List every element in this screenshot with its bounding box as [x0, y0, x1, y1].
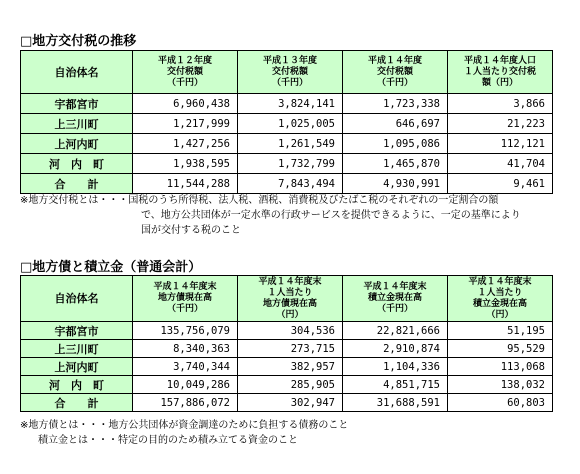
table-cell: 7,843,494 — [238, 174, 343, 194]
table-cell: 273,715 — [238, 340, 343, 358]
table-cell: 157,886,072 — [133, 394, 238, 412]
table-total-row — [21, 394, 553, 412]
table-row — [21, 134, 553, 154]
table-cell: 1,104,336 — [343, 358, 448, 376]
table-cell: 285,905 — [238, 376, 343, 394]
table-cell: 302,947 — [238, 394, 343, 412]
local-debt-reserve-table — [20, 275, 553, 412]
table-cell: 22,821,666 — [343, 322, 448, 340]
row-label: 宇都宮市 — [21, 322, 133, 340]
table-cell: 1,427,256 — [133, 134, 238, 154]
table-cell: 2,910,874 — [343, 340, 448, 358]
note-line: 積立金とは・・・特定の目的のため積み立てる資金のこと — [38, 435, 298, 446]
table-cell: 1,025,005 — [238, 114, 343, 134]
table-cell: 112,121 — [448, 134, 553, 154]
table-cell: 138,032 — [448, 376, 553, 394]
table-header-row — [21, 51, 553, 94]
row-label: 上河内町 — [21, 358, 133, 376]
table-total-row — [21, 174, 553, 194]
table-cell: 3,866 — [448, 94, 553, 114]
table-cell: 304,536 — [238, 322, 343, 340]
header-per-capita-reserve: 平成１４年度末 １人当たり 積立金現在高 （円） — [448, 276, 553, 322]
table-cell: 51,195 — [448, 322, 553, 340]
table-cell: 646,697 — [343, 114, 448, 134]
table-cell: 1,217,999 — [133, 114, 238, 134]
section1-note — [20, 193, 521, 238]
table-cell: 1,938,595 — [133, 154, 238, 174]
table-cell: 11,544,288 — [133, 174, 238, 194]
table-cell: 41,704 — [448, 154, 553, 174]
table-cell: 10,049,286 — [133, 376, 238, 394]
table-row — [21, 358, 553, 376]
table-cell: 6,960,438 — [133, 94, 238, 114]
table-cell: 135,756,079 — [133, 322, 238, 340]
table-cell: 1,465,870 — [343, 154, 448, 174]
note-line: で、地方公共団体が一定水準の行政サービスを提供できるように、一定の基準により — [141, 210, 521, 221]
table-cell: 1,723,338 — [343, 94, 448, 114]
note-line: 国が交付する税のこと — [141, 225, 241, 236]
table-cell: 21,223 — [448, 114, 553, 134]
header-municipality: 自治体名 — [21, 51, 133, 94]
note-line: ※地方交付税とは・・・国税のうち所得税、法人税、酒税、消費税及びたばこ税のそれぞれの一定割合の額 — [20, 195, 499, 206]
section1-title: □地方交付税の推移 — [20, 34, 137, 49]
table-cell: 1,732,799 — [238, 154, 343, 174]
header-debt-balance: 平成１４年度末 地方債現在高 （千円） — [133, 276, 238, 322]
row-label: 河 内 町 — [21, 154, 133, 174]
section2-note — [20, 418, 348, 448]
note-line: ※地方債とは・・・地方公共団体が資金調達のために負担する債務のこと — [20, 420, 349, 431]
row-label: 上三川町 — [21, 340, 133, 358]
header-h14-tax: 平成１４年度 交付税額 （千円） — [343, 51, 448, 94]
table-cell: 95,529 — [448, 340, 553, 358]
table-cell: 3,824,141 — [238, 94, 343, 114]
header-reserve-balance: 平成１４年度末 積立金現在高 （千円） — [343, 276, 448, 322]
table-row — [21, 94, 553, 114]
table-row — [21, 114, 553, 134]
table-cell: 9,461 — [448, 174, 553, 194]
header-per-capita-debt: 平成１４年度末 １人当たり 地方債現在高 （円） — [238, 276, 343, 322]
table-row — [21, 340, 553, 358]
table-header-row — [21, 276, 553, 322]
header-per-capita-tax: 平成１４年度人口 １人当たり交付税 額（円） — [448, 51, 553, 94]
row-label: 上三川町 — [21, 114, 133, 134]
table-cell: 1,261,549 — [238, 134, 343, 154]
table-row — [21, 154, 553, 174]
table-cell: 60,803 — [448, 394, 553, 412]
table-cell: 8,340,363 — [133, 340, 238, 358]
row-label: 宇都宮市 — [21, 94, 133, 114]
table-row — [21, 376, 553, 394]
table-cell: 4,930,991 — [343, 174, 448, 194]
table-cell: 31,688,591 — [343, 394, 448, 412]
table-cell: 1,095,086 — [343, 134, 448, 154]
row-label: 上河内町 — [21, 134, 133, 154]
header-h12-tax: 平成１２年度 交付税額 （千円） — [133, 51, 238, 94]
header-municipality: 自治体名 — [21, 276, 133, 322]
table-row — [21, 322, 553, 340]
row-label-total: 合 計 — [21, 174, 133, 194]
local-allocation-tax-table — [20, 50, 553, 194]
header-h13-tax: 平成１３年度 交付税額 （千円） — [238, 51, 343, 94]
table-cell: 382,957 — [238, 358, 343, 376]
row-label-total: 合 計 — [21, 394, 133, 412]
section2-title: □地方債と積立金（普通会計） — [20, 260, 202, 275]
table-cell: 3,740,344 — [133, 358, 238, 376]
table-cell: 113,068 — [448, 358, 553, 376]
row-label: 河 内 町 — [21, 376, 133, 394]
table-cell: 4,851,715 — [343, 376, 448, 394]
